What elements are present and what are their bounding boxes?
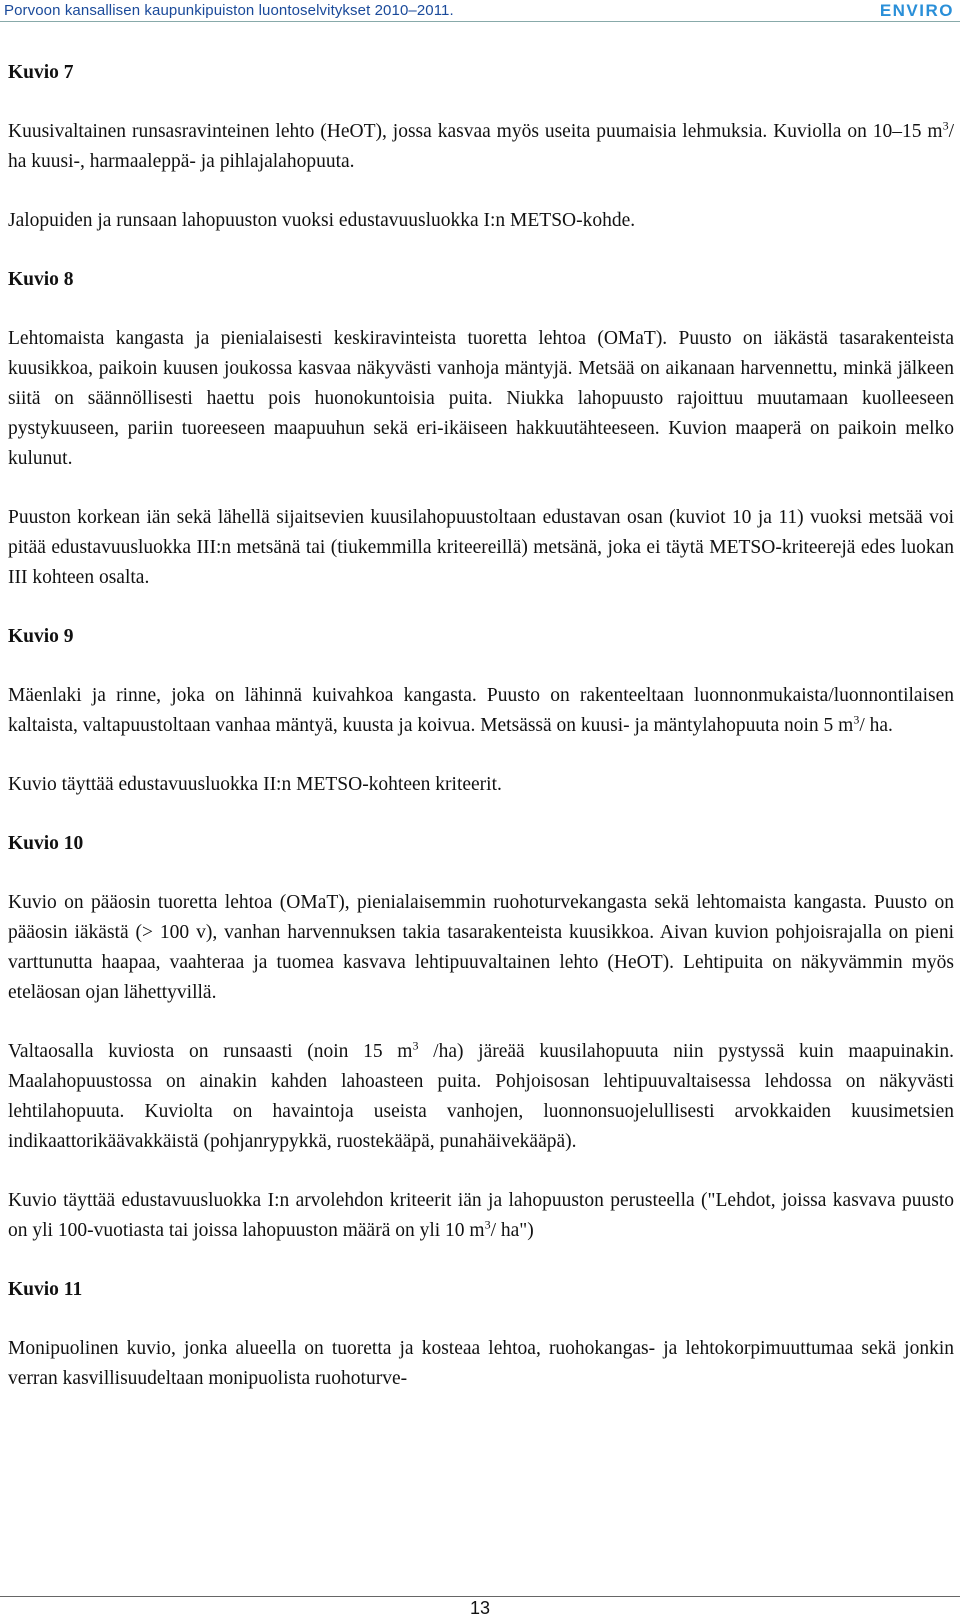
section-heading-kuvio-10: Kuvio 10 <box>8 833 84 854</box>
kuvio-8-paragraph-1: Lehtomaista kangasta ja pienialaisesti keskiravinteista tuoretta lehtoa (OMaT). Puusto on iäkästä tasarakenteista kuusikkoa, paikoin kuusen joukossa kasvaa näkyvästi vanhoja mäntyjä. Metsää on aikanaan harvennettu, minkä jälkeen siitä on säännöllisesti haettu pois huonokuntoisia puita. Niukka lahopuusto rajoittuu muutamaan kuolleeseen pystykuuseen, pariin tuoreeseen maapuuhun sekä eri-ikäiseen hakkuutähteeseen. Kuvion maaperä on paikoin melko kulunut. <box>8 328 954 469</box>
kuvio-9-paragraph-2: Kuvio täyttää edustavuusluokka II:n METSO-kohteen kriteerit. <box>8 774 502 795</box>
footer-divider <box>0 1596 960 1597</box>
section-heading-kuvio-9: Kuvio 9 <box>8 626 74 647</box>
header-title: Porvoon kansallisen kaupunkipuiston luontoselvitykset 2010–2011. <box>4 2 454 19</box>
kuvio-11-paragraph-1: Monipuolinen kuvio, jonka alueella on tuoretta ja kosteaa lehtoa, ruohokangas- ja lehtokorpimuuttumaa sekä jonkin verran kasvillisuudeltaan monipuolista ruohoturve- <box>8 1338 954 1389</box>
logo-text: ENVIRO <box>879 0 954 20</box>
kuvio-10-paragraph-1: Kuvio on pääosin tuoretta lehtoa (OMaT), pienialaisemmin ruohoturvekangasta sekä lehtomaista kangasta. Puusto on pääosin iäkästä (> 100 v), vanhan harvennuksen takia tasarakenteista kuusikkoa. Aivan kuvion pohjoisrajalla on pieni varttunutta haapaa, vaahteraa ja tuomea kasvava lehtipuuvaltainen lehto (HeOT). Lehtipuita on näkyvämmin myös eteläosan ojan lähettyvillä. <box>8 892 954 1003</box>
kuvio-9-paragraph-1: Mäenlaki ja rinne, joka on lähinnä kuivahkoa kangasta. Puusto on rakenteeltaan luonnonmukaista/luonnontilaisen kaltaista, valtapuustoltaan vanhaa mäntyä, kuusta ja koivua. Metsässä on kuusi- ja mäntylahopuuta noin 5 $m^3/$ ha. <box>8 685 954 736</box>
document-body <box>8 58 954 1394</box>
section-heading-kuvio-8: Kuvio 8 <box>8 269 74 290</box>
section-heading-kuvio-11: Kuvio 11 <box>8 1279 83 1300</box>
kuvio-7-paragraph-2: Jalopuiden ja runsaan lahopuuston vuoksi edustavuusluokka I:n METSO-kohde. <box>8 210 636 231</box>
enviro-logo <box>880 1 960 21</box>
kuvio-10-paragraph-3: Kuvio täyttää edustavuusluokka I:n arvolehdon kriteerit iän ja lahopuuston perusteella ("Lehdot, joissa kasvava puusto on yli 100-vuotiasta tai joissa lahopuuston määrä on yli 10 $m^3/$ ha") <box>8 1190 954 1241</box>
page-header <box>0 0 960 22</box>
kuvio-10-paragraph-2: Valtaosalla kuviosta on runsaasti (noin 15 $m^3$ /ha) järeää kuusilahopuuta niin pystyssä kuin maapuinakin. Maalahopuustossa on ainakin kahden lahoasteen puita. Pohjoisosan lehtipuuvaltaisessa lehdossa on näkyvästi lehtilahopuuta. Kuviolta on havaintoja useista vanhojen, luonnonsuojelullisesti arvokkaiden kuusimetsien indikaattorikäävakkäistä (pohjanrypykkä, ruostekääpä, punahäivekääpä). <box>8 1038 955 1152</box>
page-number: 13 <box>469 1598 491 1618</box>
kuvio-7-paragraph-1: Kuusivaltainen runsasravinteinen lehto (HeOT), jossa kasvaa myös useita puumaisia lehmuksia. Kuviolla on 10–15 $m^3/$ ha kuusi-, harmaaleppä- ja pihlajalahopuuta. <box>8 118 954 172</box>
section-heading-kuvio-7: Kuvio 7 <box>8 62 74 83</box>
kuvio-8-paragraph-2: Puuston korkean iän sekä lähellä sijaitsevien kuusilahopuustoltaan edustavan osan (kuviot 10 ja 11) vuoksi metsää voi pitää edustavuusluokka III:n metsänä tai (tiukemmilla kriteereillä) metsänä, joka ei täytä METSO-kriteerejä edes luokan III kohteen osalta. <box>8 507 954 588</box>
